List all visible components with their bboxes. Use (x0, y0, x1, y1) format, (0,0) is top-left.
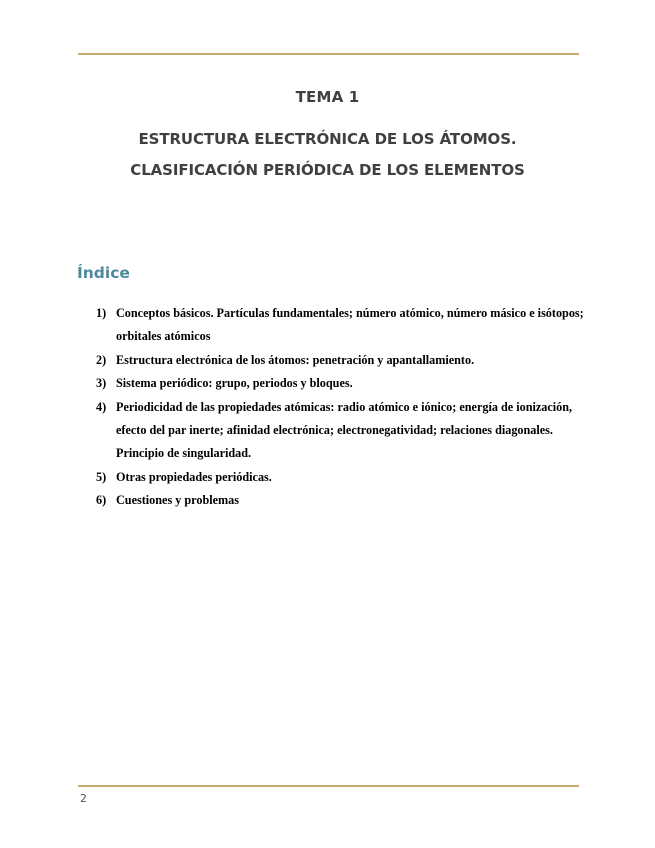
toc-item-number: 6) (96, 493, 107, 508)
toc-item-6 (96, 489, 586, 512)
toc-item-text: Otras propiedades periódicas. (116, 469, 272, 484)
toc-item-3 (96, 372, 586, 395)
chapter-title-line-2: CLASIFICACIÓN PERIÓDICA DE LOS ELEMENTOS (130, 161, 525, 179)
toc-item-number: 1) (96, 306, 107, 320)
toc-item-number: 4) (96, 399, 107, 414)
toc-item-5 (96, 466, 586, 489)
table-of-contents (96, 302, 586, 513)
toc-item-text: Cuestiones y problemas (116, 493, 240, 508)
toc-item-1 (96, 302, 586, 349)
chapter-title-line-1: ESTRUCTURA ELECTRÓNICA DE LOS ÁTOMOS. (138, 130, 517, 148)
toc-item-4 (96, 396, 586, 466)
toc-item-2 (96, 349, 586, 372)
index-heading: Índice (77, 264, 130, 282)
toc-item-number: 5) (96, 469, 107, 484)
toc-item-number: 2) (96, 352, 107, 367)
top-divider (78, 53, 579, 55)
toc-item-text: Periodicidad de las propiedades atómicas: radio atómico e iónico; energía de ionización, efecto del par inerte; afinidad electrónica; electronegatividad; relaciones diagonales. Principio de singularidad. (116, 399, 573, 461)
toc-item-text: Sistema periódico: grupo, periodos y bloques. (116, 376, 353, 391)
toc-item-number: 3) (96, 376, 107, 391)
chapter-number: TEMA 1 (295, 88, 360, 106)
bottom-divider (78, 785, 579, 787)
toc-item-text: Conceptos básicos. Partículas fundamentales; número atómico, número másico e isótopos; orbitales atómicos (116, 306, 584, 344)
page-number: 2 (80, 792, 87, 805)
toc-item-text: Estructura electrónica de los átomos: penetración y apantallamiento. (116, 352, 475, 367)
